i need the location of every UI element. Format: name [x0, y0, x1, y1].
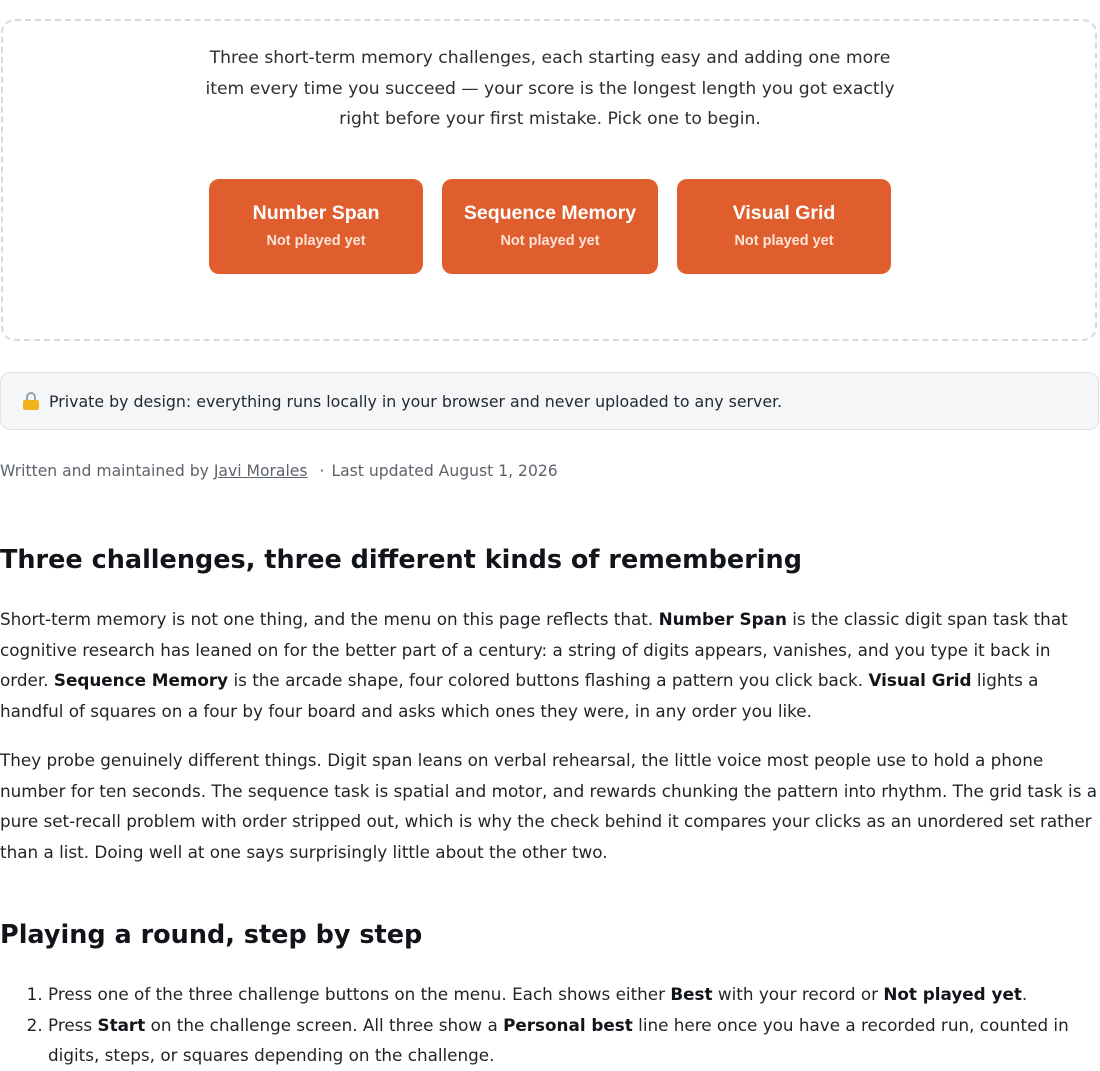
challenges-paragraph-1 — [0, 604, 1100, 727]
bold-not-played-yet: Not played yet — [883, 984, 1022, 1004]
text-run: on the challenge screen. All three show a — [145, 1014, 504, 1035]
bold-number-span: Number Span — [658, 609, 787, 629]
number-span-button[interactable] — [209, 179, 423, 274]
byline-separator: · — [319, 462, 325, 480]
challenges-paragraph-2: They probe genuinely different things. Digit span leans on verbal rehearsal, the little voice most people use to hold a phone number for ten seconds. The sequence task is spatial and motor, and rewards chunking the pattern into rhythm. The grid task is a pure set-recall problem with order stripped out, which is why the check behind it compares your clicks as an unordered set rather than a list. Doing well at one says surprisingly little about the other two. — [0, 750, 1098, 863]
bold-sequence-memory: Sequence Memory — [53, 670, 229, 691]
sequence-memory-status: Not played yet — [500, 233, 600, 249]
author-link[interactable]: Javi Morales — [213, 462, 308, 480]
privacy-notice — [0, 372, 1099, 430]
visual-grid-button[interactable] — [677, 179, 891, 274]
visual-grid-label: Visual Grid — [732, 202, 836, 224]
sequence-memory-label: Sequence Memory — [463, 202, 637, 224]
privacy-text: Private by design: everything runs locally in your browser and never uploaded to any server. — [49, 391, 783, 411]
number-span-status: Not played yet — [266, 233, 366, 249]
text-run: is the classic digit span task that cognitive research has leaned on for the better part of a century: a string of digits appears, vanishes, and you type it back in order. — [0, 609, 1068, 691]
text-run: Press — [48, 1014, 98, 1035]
step-item — [48, 1010, 1100, 1071]
text-run: Press one of the three challenge buttons on the menu. Each shows either — [48, 984, 671, 1004]
section-heading-playing: Playing a round, step by step — [0, 920, 423, 950]
text-run: Short-term memory is not one thing, and the menu on this page reflects that. — [0, 609, 659, 629]
text-run: is the arcade shape, four colored buttons flashing a pattern you click back. — [228, 670, 869, 691]
bold-visual-grid: Visual Grid — [868, 670, 972, 691]
last-updated: Last updated August 1, 2026 — [331, 462, 558, 480]
bold-best: Best — [670, 984, 713, 1004]
bold-start: Start — [97, 1014, 146, 1035]
text-run: lights a handful of squares on a four by four board and asks which ones they were, in any order you like. — [0, 670, 1039, 722]
visual-grid-status: Not played yet — [734, 233, 834, 249]
bold-personal-best: Personal best — [503, 1014, 633, 1035]
section-heading-challenges: Three challenges, three different kinds of remembering — [0, 545, 802, 575]
text-run: line here once you have a recorded run, counted in digits, steps, or squares depending on the challenge. — [48, 1014, 1069, 1065]
byline — [0, 462, 558, 480]
steps-list — [0, 979, 1100, 1071]
byline-prefix: Written and maintained by — [0, 462, 209, 480]
number-span-label: Number Span — [252, 202, 380, 224]
lock-icon — [23, 392, 39, 410]
step-item — [48, 979, 1100, 1010]
text-run: with your record or — [712, 984, 884, 1004]
text-run: . — [1021, 984, 1028, 1004]
sequence-memory-button[interactable] — [442, 179, 658, 274]
menu-intro-text: Three short-term memory challenges, each starting easy and adding one more item every time you succeed — your score is the longest length you got exactly right before your first mistake. Pick one to begin. — [205, 48, 895, 129]
